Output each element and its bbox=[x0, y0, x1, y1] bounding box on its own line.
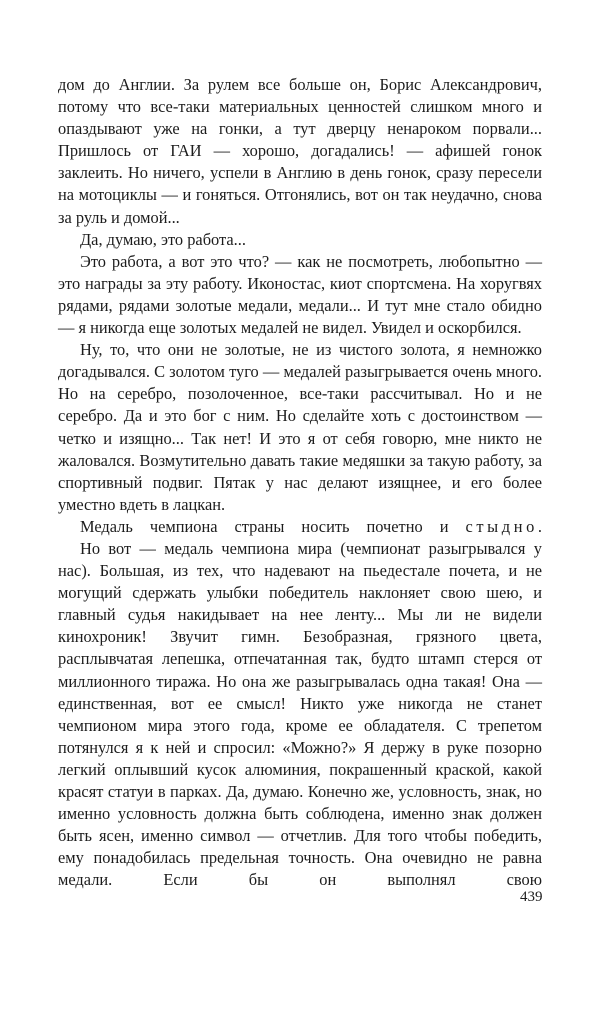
paragraph-3: Это работа, а вот это что? — как не посмотреть, любопытно — это награды за эту работу. Иконостас, киот спортсмена. На хоругвях рядами, рядами золотые медали, медали... И тут мне стало обидно — я никогда еще золотых медалей не видел. Увидел и оскорбился. bbox=[58, 251, 542, 338]
paragraph-2: Да, думаю, это работа... bbox=[80, 229, 246, 249]
paragraph-6: Но вот — медаль чемпиона мира (чемпионат разыгрывался у нас). Большая, из тех, что надевают на пьедестале почета, и не могущий сдержать улыбки победитель наклоняет свою шею, и главный судья накидывает на нее ленту... Мы ли не видели кинохроник! Звучит гимн. Безобразная, грязного цвета, расплывчатая лепешка, отпечатанная так, будто штамп стерся от миллионного тиража. Но она же разыгрывалась одна такая! Она — единственная, вот ее смысл! Никто уже никогда не станет чемпионом мира этого года, кроме ее обладателя. С трепетом потянулся я к ней и спросил: «Можно?» Я держу в руке позорно легкий оплывший кусок алюминия, покрашенный краской, какой красят статуи в парках. Да, думаю. Конечно же, условность, знак, но именно условность должна быть соблюдена, именно знак должен быть ясен, именно символ — отчетлив. Для того чтобы победить, ему понадобилась предельная точность. Она очевидно не равна медали. Если бы он выполнял свою bbox=[58, 538, 542, 890]
paragraph-4: Ну, то, что они не золотые, не из чистого золота, я немножко догадывался. С золотом туго — медалей разыгрывается очень много. Но на серебро, позолоченное, все-таки рассчитывал. Но и не серебро. Да и это бог с ним. Но сделайте хоть с достоинством — четко и изящно... Так нет! И это я от себя говорю, мне никто не жаловался. Возмутительно давать такие медяшки за такую работу, за спортивный подвиг. Пятак у нас делают изящнее, и его более уместно вдеть в лацкан. bbox=[58, 340, 542, 514]
paragraph-1: дом до Англии. За рулем все больше он, Борис Александрович, потому что все-таки материальных ценностей слишком много и опаздывают уже на гонки, а тут дверцу ненароком порвали... Пришлось от ГАИ — хорошо, догадались! — афишей гонок заклеить. Но ничего, успели в Англию в день гонок, сразу пересели на мотоциклы — и гоняться. Отгонялись, вот он так неудачно, снова за руль и домой... bbox=[58, 75, 542, 227]
paragraph-5-spaced-word: стыдно bbox=[465, 516, 538, 536]
page-number: 439 bbox=[520, 889, 543, 905]
paragraph-5-start: Медаль чемпиона страны носить почетно и bbox=[80, 516, 466, 536]
page-text bbox=[58, 74, 542, 891]
paragraph-5-end: . bbox=[537, 516, 542, 536]
paragraph-5 bbox=[58, 516, 542, 538]
